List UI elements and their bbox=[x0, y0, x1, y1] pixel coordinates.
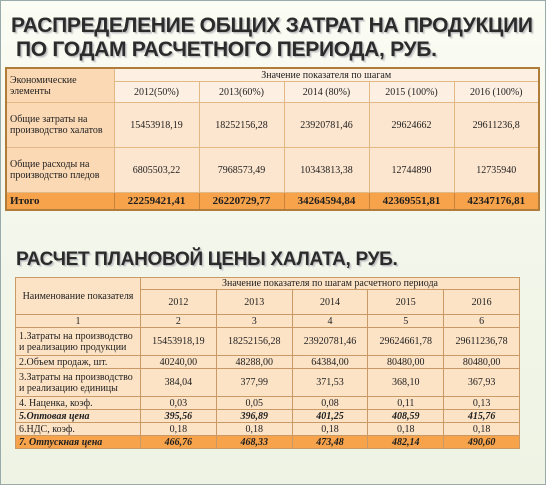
cell: 0,18 bbox=[368, 423, 444, 436]
table-row bbox=[6, 103, 539, 148]
row-label: 1.Затраты на производство и реализацию продукции bbox=[16, 328, 141, 356]
cell: 415,76 bbox=[444, 410, 520, 423]
group-header: Значение показателя по шагам расчетного периода bbox=[141, 278, 520, 290]
cell: 42347176,81 bbox=[454, 193, 539, 211]
corner-header: Наименование показателя bbox=[16, 278, 141, 315]
cell: 384,04 bbox=[141, 369, 217, 397]
table-row-total bbox=[6, 193, 539, 211]
index-row bbox=[16, 315, 520, 328]
cell: 6805503,22 bbox=[114, 148, 199, 193]
cell: 0,13 bbox=[444, 397, 520, 410]
cell: 26220729,77 bbox=[199, 193, 284, 211]
row-label: 7. Отпускная цена bbox=[16, 436, 141, 449]
cell: 15453918,19 bbox=[114, 103, 199, 148]
column-header: 2016 (100%) bbox=[454, 82, 539, 103]
cell: 29624662 bbox=[369, 103, 454, 148]
table-row bbox=[16, 369, 520, 397]
column-header: 2013(60%) bbox=[199, 82, 284, 103]
cell: 0,18 bbox=[444, 423, 520, 436]
year-header: 2016 bbox=[444, 290, 520, 315]
cell: 0,18 bbox=[216, 423, 292, 436]
table-row bbox=[16, 410, 520, 423]
index-cell: 4 bbox=[292, 315, 368, 328]
cell: 10343813,38 bbox=[284, 148, 369, 193]
index-cell: 2 bbox=[141, 315, 217, 328]
cell: 368,10 bbox=[368, 369, 444, 397]
row-label: Общие расходы на производство пледов bbox=[6, 148, 114, 193]
cell: 7968573,49 bbox=[199, 148, 284, 193]
cell: 0,05 bbox=[216, 397, 292, 410]
index-cell: 3 bbox=[216, 315, 292, 328]
slide-title-price: РАСЧЕТ ПЛАНОВОЙ ЦЕНЫ ХАЛАТА, РУБ. bbox=[16, 249, 398, 270]
cell: 23920781,46 bbox=[284, 103, 369, 148]
table-row bbox=[16, 328, 520, 356]
cell: 0,18 bbox=[141, 423, 217, 436]
table-row bbox=[16, 397, 520, 410]
row-label: Итого bbox=[6, 193, 114, 211]
cell: 12735940 bbox=[454, 148, 539, 193]
row-label: 3.Затраты на производство и реализацию единицы bbox=[16, 369, 141, 397]
cell: 64384,00 bbox=[292, 356, 368, 369]
cell: 466,76 bbox=[141, 436, 217, 449]
cell: 29624661,78 bbox=[368, 328, 444, 356]
cell: 371,53 bbox=[292, 369, 368, 397]
row-label: 4. Наценка, коэф. bbox=[16, 397, 141, 410]
cell: 48288,00 bbox=[216, 356, 292, 369]
index-cell: 5 bbox=[368, 315, 444, 328]
cell: 80480,00 bbox=[368, 356, 444, 369]
year-header: 2012 bbox=[141, 290, 217, 315]
table-row-final-price bbox=[16, 436, 520, 449]
title-line-2: ПО ГОДАМ РАСЧЕТНОГО ПЕРИОДА, РУБ. bbox=[16, 38, 437, 61]
slide-title-distribution bbox=[11, 14, 533, 62]
cell: 377,99 bbox=[216, 369, 292, 397]
group-header: Значение показателя по шагам bbox=[114, 68, 539, 82]
cell: 0,18 bbox=[292, 423, 368, 436]
cell: 18252156,28 bbox=[216, 328, 292, 356]
cell: 0,08 bbox=[292, 397, 368, 410]
table-row bbox=[16, 423, 520, 436]
cell: 15453918,19 bbox=[141, 328, 217, 356]
table-row bbox=[6, 148, 539, 193]
cell: 0,11 bbox=[368, 397, 444, 410]
table-row bbox=[16, 356, 520, 369]
cost-distribution-table bbox=[5, 67, 540, 211]
cell: 490,60 bbox=[444, 436, 520, 449]
row-label: 5.Оптовая цена bbox=[16, 410, 141, 423]
cell: 367,93 bbox=[444, 369, 520, 397]
cell: 482,14 bbox=[368, 436, 444, 449]
cell: 408,59 bbox=[368, 410, 444, 423]
cell: 29611236,8 bbox=[454, 103, 539, 148]
row-label: Общие затраты на производство халатов bbox=[6, 103, 114, 148]
column-header: 2014 (80%) bbox=[284, 82, 369, 103]
index-cell: 1 bbox=[16, 315, 141, 328]
price-calculation-table bbox=[15, 277, 520, 449]
cell: 12744890 bbox=[369, 148, 454, 193]
cell: 34264594,84 bbox=[284, 193, 369, 211]
cell: 396,89 bbox=[216, 410, 292, 423]
cell: 29611236,78 bbox=[444, 328, 520, 356]
year-header: 2014 bbox=[292, 290, 368, 315]
year-header: 2013 bbox=[216, 290, 292, 315]
cell: 0,03 bbox=[141, 397, 217, 410]
cell: 401,25 bbox=[292, 410, 368, 423]
cell: 468,33 bbox=[216, 436, 292, 449]
title-line-1: РАСПРЕДЕЛЕНИЕ ОБЩИХ ЗАТРАТ НА ПРОДУКЦИИ bbox=[11, 14, 533, 37]
index-cell: 6 bbox=[444, 315, 520, 328]
cell: 473,48 bbox=[292, 436, 368, 449]
column-header: 2012(50%) bbox=[114, 82, 199, 103]
column-header: 2015 (100%) bbox=[369, 82, 454, 103]
cell: 80480,00 bbox=[444, 356, 520, 369]
cell: 40240,00 bbox=[141, 356, 217, 369]
year-header: 2015 bbox=[368, 290, 444, 315]
cell: 23920781,46 bbox=[292, 328, 368, 356]
row-label: 2.Объем продаж, шт. bbox=[16, 356, 141, 369]
corner-header: Экономические элементы bbox=[6, 68, 114, 103]
row-label: 6.НДС, коэф. bbox=[16, 423, 141, 436]
cell: 42369551,81 bbox=[369, 193, 454, 211]
cell: 22259421,41 bbox=[114, 193, 199, 211]
cell: 395,56 bbox=[141, 410, 217, 423]
cell: 18252156,28 bbox=[199, 103, 284, 148]
